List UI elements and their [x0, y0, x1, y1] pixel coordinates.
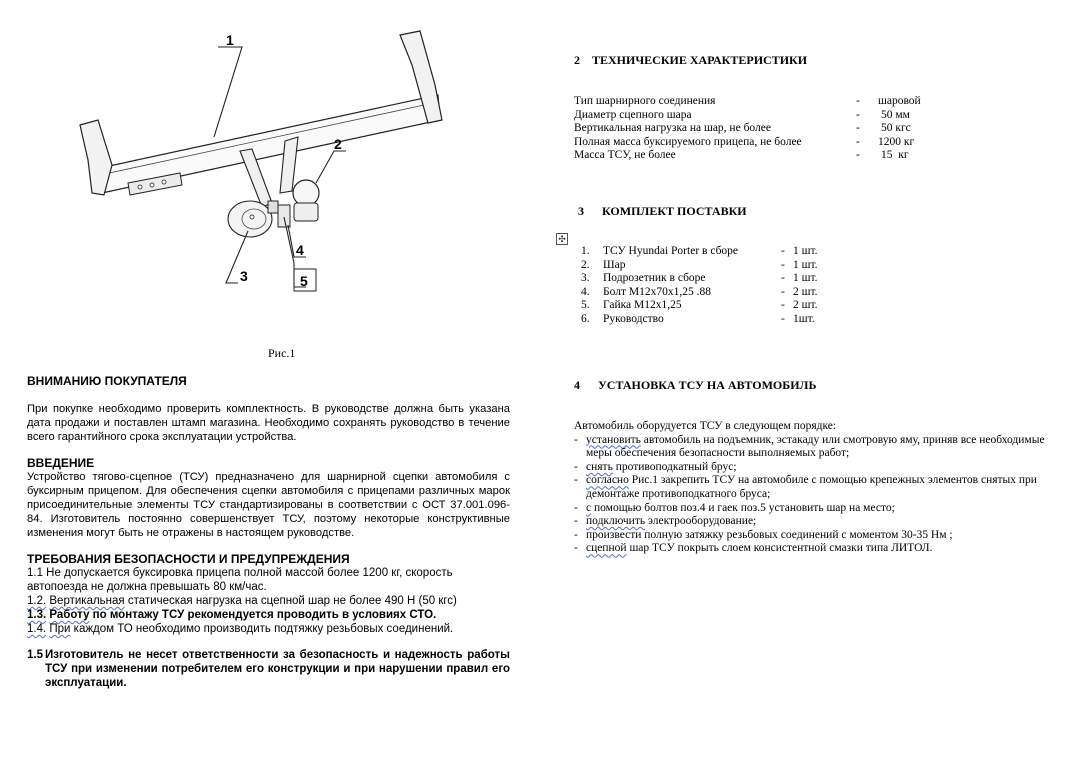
spec-value: 1200 кг	[878, 135, 915, 148]
install-step-word: установить	[586, 433, 641, 446]
intro-title: ВВЕДЕНИЕ	[27, 456, 95, 470]
kit-row	[581, 286, 818, 300]
kit-dash: -	[781, 272, 785, 284]
callout-3: 3	[240, 268, 248, 284]
install-step-text: электрооборудование;	[645, 515, 757, 528]
spec-label: Масса ТСУ, не более	[574, 149, 676, 161]
safety-item-1: 1.1 Не допускается буксировка прицепа полной массой более 1200 кг, скорость автопоезда не должна превышать 80 км/час.	[27, 567, 453, 593]
install-step-word: с	[586, 501, 592, 514]
install-step: - подключить электрооборудование;	[574, 515, 757, 528]
spec-row	[574, 95, 921, 109]
kit-dash: -	[781, 285, 785, 298]
spec-dash: -	[856, 95, 860, 107]
figure-caption: Рис.1	[268, 346, 296, 360]
kit-num: 2.	[581, 258, 590, 271]
install-step-text: произвести полную затяжку резьбовых соединений с моментом 30-35 Нм ;	[586, 528, 953, 541]
spec-dash: -	[856, 108, 860, 121]
left-bracket-part	[80, 120, 112, 195]
specs-title: 2 ТЕХНИЧЕСКИЕ ХАРАКТЕРИСТИКИ	[574, 53, 808, 67]
kit-label: ТСУ Hyundai Porter в сборе	[603, 245, 739, 257]
install-step-text: помощью болтов поз.4 и гаек поз.5 установить шар на место;	[591, 501, 895, 514]
spec-value: шаровой	[878, 95, 921, 107]
callout-1: 1	[226, 32, 234, 48]
spec-dash: -	[856, 135, 860, 148]
kit-table	[581, 245, 818, 326]
safety-item-4-rest: каждом ТО необходимо производить подтяжку резьбовых соединений.	[70, 623, 454, 635]
safety-item-4-num: 1.4.	[27, 623, 47, 635]
socket-plate-part	[228, 201, 272, 237]
callout-2: 2	[334, 136, 342, 152]
kit-value: 2 шт.	[793, 299, 818, 311]
kit-value: 1шт.	[793, 312, 815, 325]
kit-dash: -	[781, 299, 785, 311]
install-step: - с помощью болтов поз.4 и гаек поз.5 установить шар на место;	[574, 501, 895, 514]
kit-label: Подрозетник в сборе	[603, 272, 706, 284]
spec-row	[574, 149, 921, 163]
kit-num: 1.	[581, 245, 590, 257]
install-section	[574, 420, 1064, 556]
kit-dash: -	[781, 245, 785, 257]
intro-text: Устройство тягово-сцепное (ТСУ) предназначено для шарнирной сцепки автомобиля с буксирным прицепом. Для обеспечения сцепки автомобиля с прицепами различных марок присоединительные элементы ТСУ стандартизированы в соответствии с ОСТ 37.001.096-84. Изготовитель постоянно совершенствует ТСУ, поэтому некоторые конструктивные изменения могут быть не отражены в настоящем руководстве.	[27, 471, 510, 539]
safety-item-3-rest: по монтажу ТСУ рекомендуется проводить в условиях СТО.	[89, 609, 437, 621]
spec-row	[574, 122, 921, 136]
tow-hitch-illustration	[40, 25, 460, 325]
table-move-handle-icon[interactable]: ✣	[556, 233, 568, 245]
kit-title: 3 КОМПЛЕКТ ПОСТАВКИ	[578, 204, 747, 218]
install-step-word: снять	[586, 460, 613, 473]
safety-item-2-num: 1.2.	[27, 595, 47, 607]
install-step-word: сцепной	[586, 542, 627, 555]
install-title: 4 УСТАНОВКА ТСУ НА АВТОМОБИЛЬ	[574, 378, 817, 392]
spec-label: Тип шарнирного соединения	[574, 95, 716, 107]
kit-dash: -	[781, 312, 785, 325]
spec-dash: -	[856, 149, 860, 161]
install-step-text: Рис.1 закрепить ТСУ на автомобиле с помощью крепежных элементов снятых при демонтаже противоподкатного бруса;	[586, 474, 1037, 500]
safety-item-3-word: Работу	[49, 609, 90, 621]
kit-dash: -	[781, 258, 785, 271]
install-step-word: подключить	[586, 515, 646, 528]
install-step: - согласно Рис.1 закрепить ТСУ на автомобиле с помощью крепежных элементов снятых при демонтаже противоподкатного бруса;	[574, 474, 1037, 500]
install-step: - сцепной шар ТСУ покрыть слоем консистентной смазки типа ЛИТОЛ.	[574, 542, 933, 555]
kit-label: Болт М12х70х1,25 .88	[603, 285, 711, 298]
spec-row	[574, 109, 921, 123]
kit-row	[581, 259, 818, 273]
callout-5: 5	[300, 273, 308, 289]
kit-value: 1 шт.	[793, 272, 818, 284]
kit-row	[581, 299, 818, 313]
safety-item-5	[27, 648, 510, 690]
spec-value: 50 кгс	[881, 122, 911, 134]
safety-item-3	[27, 608, 510, 622]
safety-item-3-num: 1.3.	[27, 609, 47, 621]
install-step-word: согласно	[586, 474, 629, 487]
spec-label: Диаметр сцепного шара	[574, 108, 692, 121]
kit-row	[581, 245, 818, 259]
install-intro: Автомобиль оборудуется ТСУ в следующем порядке:	[574, 420, 837, 432]
safety-item-2-rest: статическая нагрузка на сцепной шар не более 490 Н (50 кгс)	[124, 595, 457, 607]
bolt-part	[278, 205, 290, 227]
kit-num: 3.	[581, 272, 590, 284]
safety-item-5-text: Изготовитель не несет ответственности за безопасность и надежность работы ТСУ при изменении потребителем его конструкции и при нарушении правил его эксплуатации.	[45, 649, 510, 689]
install-step: - произвести полную затяжку резьбовых соединений с моментом 30-35 Нм ;	[574, 528, 953, 541]
kit-num: 4.	[581, 285, 590, 298]
spec-dash: -	[856, 122, 860, 134]
kit-label: Шар	[603, 258, 626, 271]
kit-num: 6.	[581, 312, 590, 325]
install-step-text: шар ТСУ покрыть слоем консистентной смазки типа ЛИТОЛ.	[626, 542, 933, 555]
kit-row	[581, 313, 818, 327]
spec-label: Вертикальная нагрузка на шар, не более	[574, 122, 771, 134]
safety-item-2-word: Вертикальная	[49, 595, 125, 607]
kit-value: 1 шт.	[793, 245, 818, 257]
callout-4: 4	[296, 242, 304, 258]
safety-item-4-word: При	[49, 623, 71, 635]
specs-table	[574, 95, 921, 163]
nut-part	[268, 201, 278, 213]
safety-item-4	[27, 622, 510, 636]
figure-drawing	[40, 25, 460, 325]
safety-item-5-num: 1.5	[27, 649, 43, 661]
spec-label: Полная масса буксируемого прицепа, не более	[574, 135, 802, 148]
safety-title: ТРЕБОВАНИЯ БЕЗОПАСНОСТИ И ПРЕДУПРЕЖДЕНИЯ	[27, 552, 350, 566]
kit-label: Гайка М12х1,25	[603, 299, 682, 311]
kit-value: 1 шт.	[793, 258, 818, 271]
install-step: - установить автомобиль на подъемник, эстакаду или смотровую яму, приняв все необходимые меры обеспечения безопасности выполняемых работ;	[574, 433, 1045, 460]
kit-row	[581, 272, 818, 286]
attention-title: ВНИМАНИЮ ПОКУПАТЕЛЯ	[27, 374, 187, 388]
spec-row	[574, 136, 921, 150]
install-step-text: автомобиль на подъемник, эстакаду или смотровую яму, приняв все необходимые меры обеспечения безопасности выполняемых работ;	[586, 433, 1045, 460]
hitch-ball-part	[293, 180, 319, 206]
kit-label: Руководство	[603, 312, 664, 325]
safety-item-2	[27, 594, 510, 608]
spec-value: 50 мм	[881, 108, 910, 121]
kit-value: 2 шт.	[793, 285, 818, 298]
spec-value: 15 кг	[881, 149, 909, 161]
attention-text: При покупке необходимо проверить комплектность. В руководстве должна быть указана дата продажи и поставлен штамп магазина. Необходимо сохранять руководство в течение всего гарантийного срока эксплуатации устройства.	[27, 403, 510, 443]
install-step-text: противоподкатный брус;	[612, 460, 737, 473]
kit-num: 5.	[581, 299, 590, 311]
install-step: - снять противоподкатный брус;	[574, 460, 737, 473]
